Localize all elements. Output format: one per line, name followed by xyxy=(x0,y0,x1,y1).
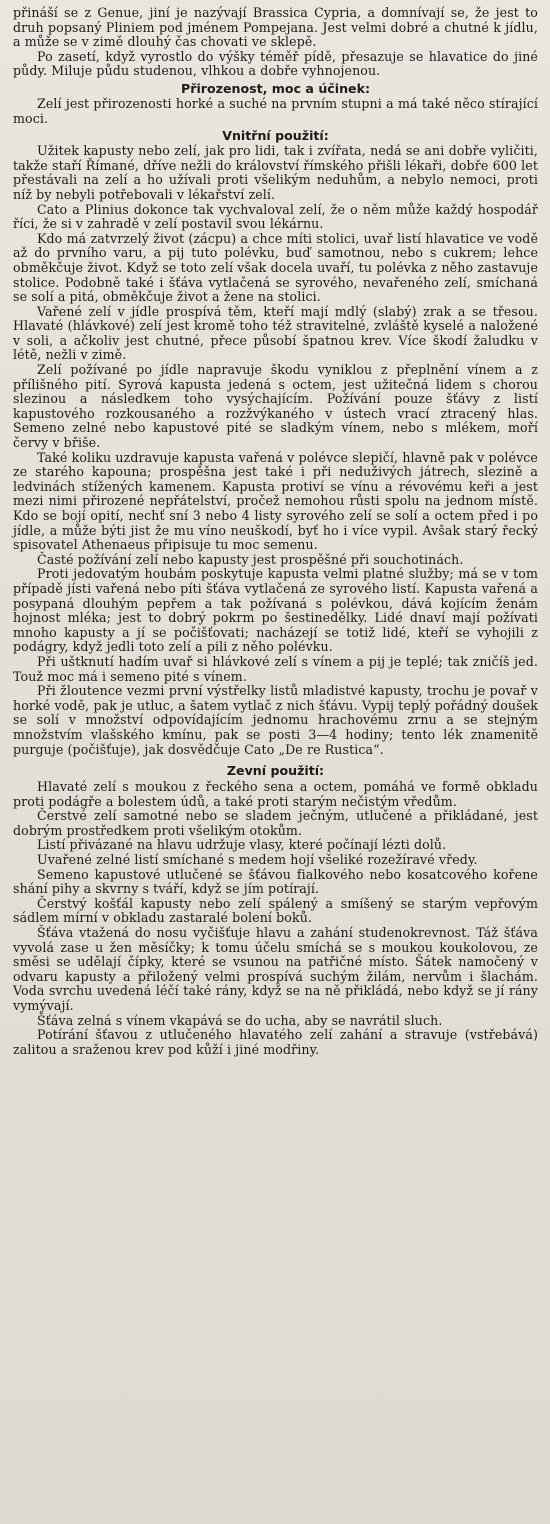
paragraph-internal-10: Při žloutence vezmi první výstřelky listů mladistvé kapusty, trochu je povař v horké vodě, pak je utluc, a šatem vytlač z nich šťávu. Vypij teplý pořádný doušek se solí v množství odpovídajícím jednomu hrachovému zrnu a se stejným množstvím vlašského kmínu, pak se posti 3—4 hodiny; tento lék znamenitě purguje (počišťuje), jak dosvědčuje Cato „De re Rustica“. xyxy=(13,683,538,757)
paragraph-internal-9: Při uštknutí hadím uvař si hlávkové zelí s vínem a pij je teplé; tak zničíš jed. Touž moc má i semeno pité s vínem. xyxy=(13,653,538,684)
paragraph-external-2: Čerstvé zelí samotné nebo se sladem ječným, utlučené a přikládané, jest dobrým prostředkem proti všelikým otokům. xyxy=(13,808,538,838)
paragraph-nature: Zelí jest přirozenosti horké a suché na prvním stupni a má také něco stírající moci. xyxy=(13,95,538,126)
paragraph-internal-7: Časté požívání zelí nebo kapusty jest prospěšné při souchotinách. xyxy=(37,551,464,567)
paragraph-external-1: Hlavaté zelí s moukou z řeckého sena a octem, pomáhá ve formě obkladu proti podágře a bolestem údů, a také proti starým nečistým vředům. xyxy=(13,779,538,809)
section-heading-external: Zevní použití: xyxy=(226,763,325,779)
paragraph-internal-3: Kdo má zatvrzelý život (zácpu) a chce míti stolici, uvař listí hlavatice ve vodě až do prvního varu, a pij tuto polévku, buď samotnou, nebo s cukrem; lehce obměkčuje život. Když se toto zelí však docela uvaří, tu polévka z něho zastavuje stolice. Podobně také i šťáva vytlačená se syrového, nevařeného zelí, smíchaná se solí a pitá, obměkčuje život a žene na stolici. xyxy=(13,230,538,305)
paragraph-internal-6: Také koliku uzdravuje kapusta vařená v polévce slepičí, hlavně pak v polévce ze starého kapouna; prospěšna jest také i při neduživých játrech, slezině a ledvinách stížených kamenem. Kapusta protiví se vínu a révovému keři a jest mezi nimi přirozené nepřátelství, pročež nemohou růsti spolu na jednom místě. Kdo se bojí opití, nechť sní 3 nebo 4 listy syrového zelí se solí a octem před i po jídle, a může býti jist že mu víno neuškodí, byť ho i více vypil. Avšak starý řecký spisovatel Athenaeus připisuje tu moc semenu. xyxy=(13,449,538,553)
paragraph-external-9: Potírání šťavou z utlučeného hlavatého zelí zahání a stravuje (vstřebává) zalitou a sraženou krev pod kůží i jiné modřiny. xyxy=(13,1027,538,1057)
paragraph-internal-8: Proti jedovatým houbám poskytuje kapusta velmi platné služby; má se v tom případě jísti vařená nebo píti šťáva vytlačená ze syrového listí. Kapusta vařená a posypaná dlouhým pepřem a tak požívaná s polévkou, dává kojícím ženám hojnost mléka; jest to dobrý pokrm po šestinedělky. Lidé dnaví mají požívati mnoho kapusty a jí se počišťovati; nacházejí se totiž lidé, kteří se vyhojili z podágry, když jedli toto zelí a pili z něho polévku. xyxy=(13,566,538,655)
paragraph-external-4: Uvařené zelné listí smíchané s medem hojí všeliké rozežíravé vředy. xyxy=(37,852,478,868)
paragraph-internal-5: Zelí požívané po jídle napravuje škodu vyniklou z přeplnění vínem a z přílišného pití. Syrová kapusta jedená s octem, jest užitečná lidem s chorou slezinou a následkem toho vysýchajícím. Požívání pouze šťávy z listí kapustového rozkousaného a rozžvýkaného v ústech vrací ztracený hlas. Semeno zelné nebo kapustové pité se sladkým vínem, nebo s mlékem, moří červy v břiše. xyxy=(13,362,538,451)
paragraph-intro-1: přináší se z Genue, jiní je nazývají Brassica Cypria, a domnívají se, že jest to druh popsaný Pliniem pod jménem Pompejana. Jest velmi dobré a chutné k jídlu, a může se v zimě dlouhý čas chovati ve sklepě. xyxy=(13,5,538,50)
paragraph-external-6: Čerstvý košťál kapusty nebo zelí spálený a smíšený se starým vepřovým sádlem mírní v obkladu zastaralé bolení boků. xyxy=(13,895,538,926)
paragraph-external-3: Listí přivázané na hlavu udržuje vlasy, které počínají lézti dolů. xyxy=(37,837,447,853)
section-heading-nature: Přirozenost, moc a účinek: xyxy=(181,80,370,96)
paragraph-internal-1: Užitek kapusty nebo zelí, jak pro lidi, tak i zvířata, nedá se ani dobře vyličiti, takže staří Římané, dříve nežli do království římského přišli lékaři, dobře 600 let přestávali na zelí a ho užívali proti všelikým neduhům, a nebylo nemoci, proti níž by nebyli potřebovali v lékařství zelí. xyxy=(13,143,538,202)
paragraph-intro-2: Po zasetí, když vyrostlo do výšky téměř pídě, přesazuje se hlavatice do jiné půdy. Miluje půdu studenou, vlhkou a dobře vyhnojenou. xyxy=(13,48,538,79)
paragraph-internal-4: Vařené zelí v jídle prospívá těm, kteří mají mdlý (slabý) zrak a se třesou. Hlavaté (hlávkové) zelí jest kromě toho též stravitelné, zvláště kyselé a naložené v soli, a ačkoliv jest chutné, přece působí špatnou krev. Více škodí žaludku v létě, nežli v zimě. xyxy=(13,303,538,363)
section-heading-internal: Vnitřní použití: xyxy=(222,128,329,144)
paragraph-external-5: Semeno kapustové utlučené se šťávou fialkového nebo kosatcového kořene shání pihy a skvrny s tváří, když se jím potírají. xyxy=(13,866,538,897)
paragraph-external-7: Šťáva vtažená do nosu vyčišťuje hlavu a zahání studenokrevnost. Táž šťáva vyvolá zase u žen měsíčky; k tomu účelu smíchá se s moukou koukolovou, ze směsi se udělají čípky, které se vsunou na patřičné místo. Šátek namočený v odvaru kapusty a přiložený velmi prospívá suchým žilám, nervům i šlachám. Voda svrchu uvedená léčí také rány, když se na ně přikládá, nebo když se jí rány vymývají. xyxy=(13,925,538,1013)
paragraph-internal-2: Cato a Plinius dokonce tak vychvaloval zelí, že o něm může každý hospodář říci, že si v zahradě v zelí postavil svou lékárnu. xyxy=(13,201,538,232)
paragraph-external-8: Šťáva zelná s vínem vkapává se do ucha, aby se navrátil sluch. xyxy=(37,1012,443,1028)
